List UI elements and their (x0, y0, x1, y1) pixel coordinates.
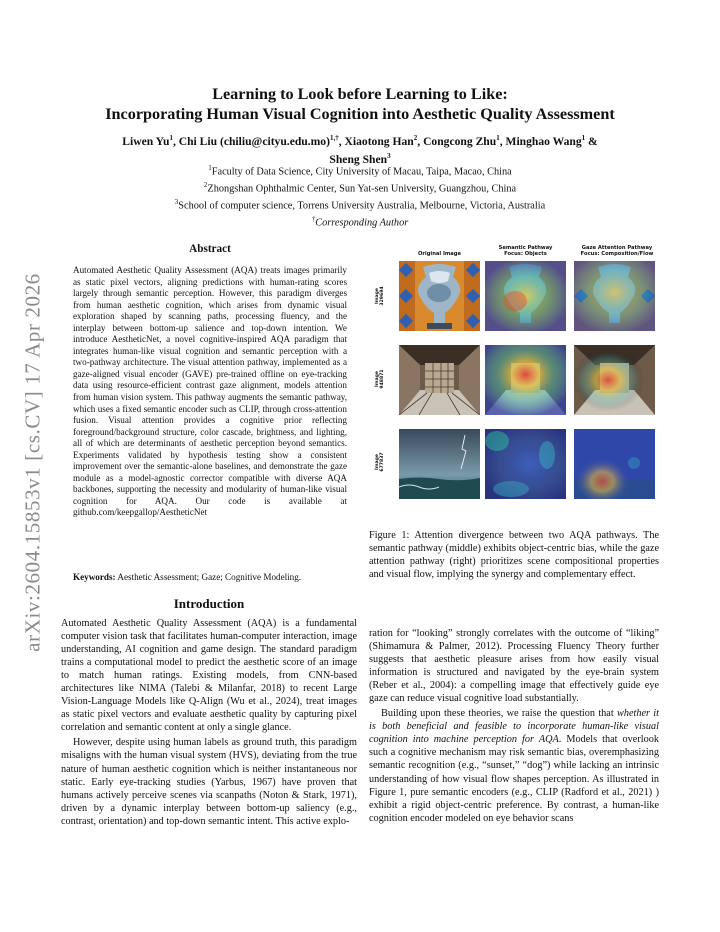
figure-image-gaze (574, 261, 655, 331)
intro-paragraph-3: ration for “looking” strongly correlates with the outcome of “liking” (Shimamura & Palmer, 2012). Processing Fluency Theory further suggests that aesthetic pleasure arises from how easily visual information is structured and navigated by the eye-brain system (Reber et al., 2004): a compelling image that effectively guide eye gaze can reduce visual cognitive load substantially. (369, 628, 659, 705)
author-name: Sheng Shen (329, 152, 388, 166)
affiliation-sup: 2 (203, 180, 208, 189)
affiliation-text: Zhongshan Ophthalmic Center, Sun Yat-sen University, Guangzhou, China (207, 183, 517, 195)
author-sup: 1 (169, 134, 173, 142)
intro-paragraph-2: However, despite using human labels as ground truth, this paradigm misaligns with the human visual system (HVS), deviating from the true nature of human aesthetic cognition which is neither instantaneous nor static. Early eye-tracking studies (Yarbus, 1967) have proven that humans actively perceive scenes via scanpaths (Noton & Stark, 1971), driven by a dynamic interplay between bottom-up saliency (e.g., contrast, orientation) and top-down semantic intent. This active explo- (61, 737, 357, 827)
figure-row-label (375, 261, 385, 331)
affiliation-3 (60, 196, 660, 213)
paper-title (60, 84, 660, 124)
author-sup: 2 (413, 134, 418, 142)
row-label-text: Image 329694 (375, 286, 385, 306)
figure-image-semantic (485, 429, 566, 499)
intro-p4-text: Building upon these theories, we raise the question that (381, 708, 617, 720)
affiliation-sup: 1 (208, 164, 212, 172)
author-sup: 1 (496, 134, 500, 142)
title-line-1: Learning to Look before Learning to Like: (212, 85, 508, 103)
figure-image-original (399, 345, 480, 415)
affiliation-sup: † (311, 214, 316, 223)
author-name: , Congcong Zhu (417, 134, 497, 148)
author-name: , Minghao Wang (499, 134, 582, 148)
keywords (73, 572, 347, 584)
keywords-text: Aesthetic Assessment; Gaze; Cognitive Modeling. (115, 572, 302, 582)
intro-p4-emphasis: whether it is both beneficial and feasible to incorporate human-like visual cognition into machine perception for AQA (369, 708, 659, 746)
col-header-line: Focus: Objects (504, 251, 547, 257)
title-line-2: Incorporating Human Visual Cognition into Aesthetic Quality Assessment (105, 105, 615, 123)
col-header-line: Original Image (417, 251, 462, 257)
figure-row-label (375, 427, 385, 497)
author-sup: 3 (387, 151, 391, 160)
abstract-body: Automated Aesthetic Quality Assessment (AQA) treats images primarily as static pixel vectors, aligning predictions with human-rating scores largely through semantic perception. However, this paradigm diverges from human aesthetic cognition, which arises from dynamic visual exploration shaped by scanning paths, processing fluency, and the interplay between bottom-up salience and top-down intention. We introduce AestheticNet, a novel cognitive-inspired AQA paradigm that integrates human-like visual cognition and semantic perception with a two-pathway architecture. The visual attention pathway, implemented as a gaze-aligned visual encoder (GAVE) pre-trained offline on eye-tracking data using resource-efficient contrast gaze alignment, models attention from human vision system. This pathway augments the semantic pathway, which uses a fixed semantic encoder such as CLIP, through cross-attention fusion. Visual attention provides a cognitive prior reflecting foreground/background structure, color cascade, brightness, and lighting, all of which are determinants of aesthetic perception beyond semantics. Experiments validated by hypothesis testing show a consistent improvement over the semantic-alone baselines, and demonstrate the gaze module as a model-agnostic corrector compatible with diverse AQA backbones, supporting the necessity and modularity of human-like visual cognition for AQA. Our code is available at github.com/keepgallop/AestheticNet (73, 265, 347, 518)
author-name: , Chi Liu (chiliu@cityu.edu.mo) (172, 134, 330, 148)
affiliation-sup: 3 (174, 197, 179, 206)
affiliation-text: Faculty of Data Science, City University of Macau, Taipa, Macao, China (211, 166, 512, 178)
author-connector: & (585, 134, 598, 148)
author-sup: 1 (581, 134, 586, 142)
row-label-text: Image 948871 (375, 369, 385, 389)
affiliations (60, 162, 660, 230)
col-header-line: Focus: Composition/Flow (580, 251, 654, 257)
figure-col-header (399, 251, 480, 257)
affiliation-1 (60, 162, 660, 179)
figure-image-semantic (485, 345, 566, 415)
affiliation-text: School of computer science, Torrens University Australia, Melbourne, Victoria, Australia (178, 200, 546, 212)
figure-image-original (399, 429, 480, 499)
col-header-line: Gaze Attention Pathway (581, 245, 653, 251)
figure-row-label (375, 344, 385, 414)
introduction-heading: Introduction (173, 596, 245, 611)
author-name: Liwen Yu (122, 134, 170, 148)
corresponding-note (60, 213, 660, 230)
figure-1-caption: Figure 1: Attention divergence between two AQA pathways. The semantic pathway (middle) exhibits object-centric bias, while the gaze attention pathway (right) prioritizes scene compositional properties and visual flow, implying the synergy and complementary effect. (369, 530, 659, 580)
figure-col-header (485, 245, 566, 257)
arxiv-stamp: arXiv:2604.15853v1 [cs.CV] 17 Apr 2026 (20, 273, 45, 652)
abstract-heading: Abstract (189, 243, 231, 255)
figure-col-header (574, 245, 660, 257)
author-sup: 1,† (329, 134, 339, 142)
keywords-label: Keywords: (73, 572, 116, 582)
figure-image-gaze (574, 345, 655, 415)
figure-image-semantic (485, 261, 566, 331)
col-header-line: Semantic Pathway (498, 245, 553, 251)
affiliation-2 (60, 179, 660, 196)
affiliation-text: Corresponding Author (315, 217, 409, 229)
figure-image-original (399, 261, 480, 331)
intro-paragraph-4 (369, 707, 659, 824)
intro-p4-text: . Models that overlook such a cognitive mechanism may risk semantic bias, overemphasizing semantic recognition (e.g., “sunset,” “dog”) while lacking an intrinsic understanding of how visual flow shapes perception. As illustrated in Figure 1, pure semantic encoders (e.g., CLIP (Radford et al., 2021) ) exhibit a rigid object-centric preference. By contrast, a human-like cognition encoder modeled on eye behavior scans (369, 734, 659, 824)
intro-paragraph-1: Automated Aesthetic Quality Assessment (AQA) is a fundamental computer vision task that facilitates human-computer interaction, image understanding, AI cognition and game design. The standard paradigm trains a computational model to predict the aesthetic score of an image to match human ratings. Existing models, from CNN-based architectures like NIMA (Talebi & Milanfar, 2018) to recent Large Vision-Language Models like Q-Align (Wu et al., 2024), treat images as static pixel vectors and evaluate aesthetic quality by capturing pixel correlation and semantic content at only a single glance. (61, 618, 357, 734)
intro-right-column (369, 627, 659, 825)
row-label-text: Image 677837 (375, 452, 385, 472)
intro-left-column (61, 617, 357, 828)
figure-1 (369, 247, 659, 515)
figure-image-gaze (574, 429, 655, 499)
author-name: , Xiaotong Han (338, 134, 414, 148)
